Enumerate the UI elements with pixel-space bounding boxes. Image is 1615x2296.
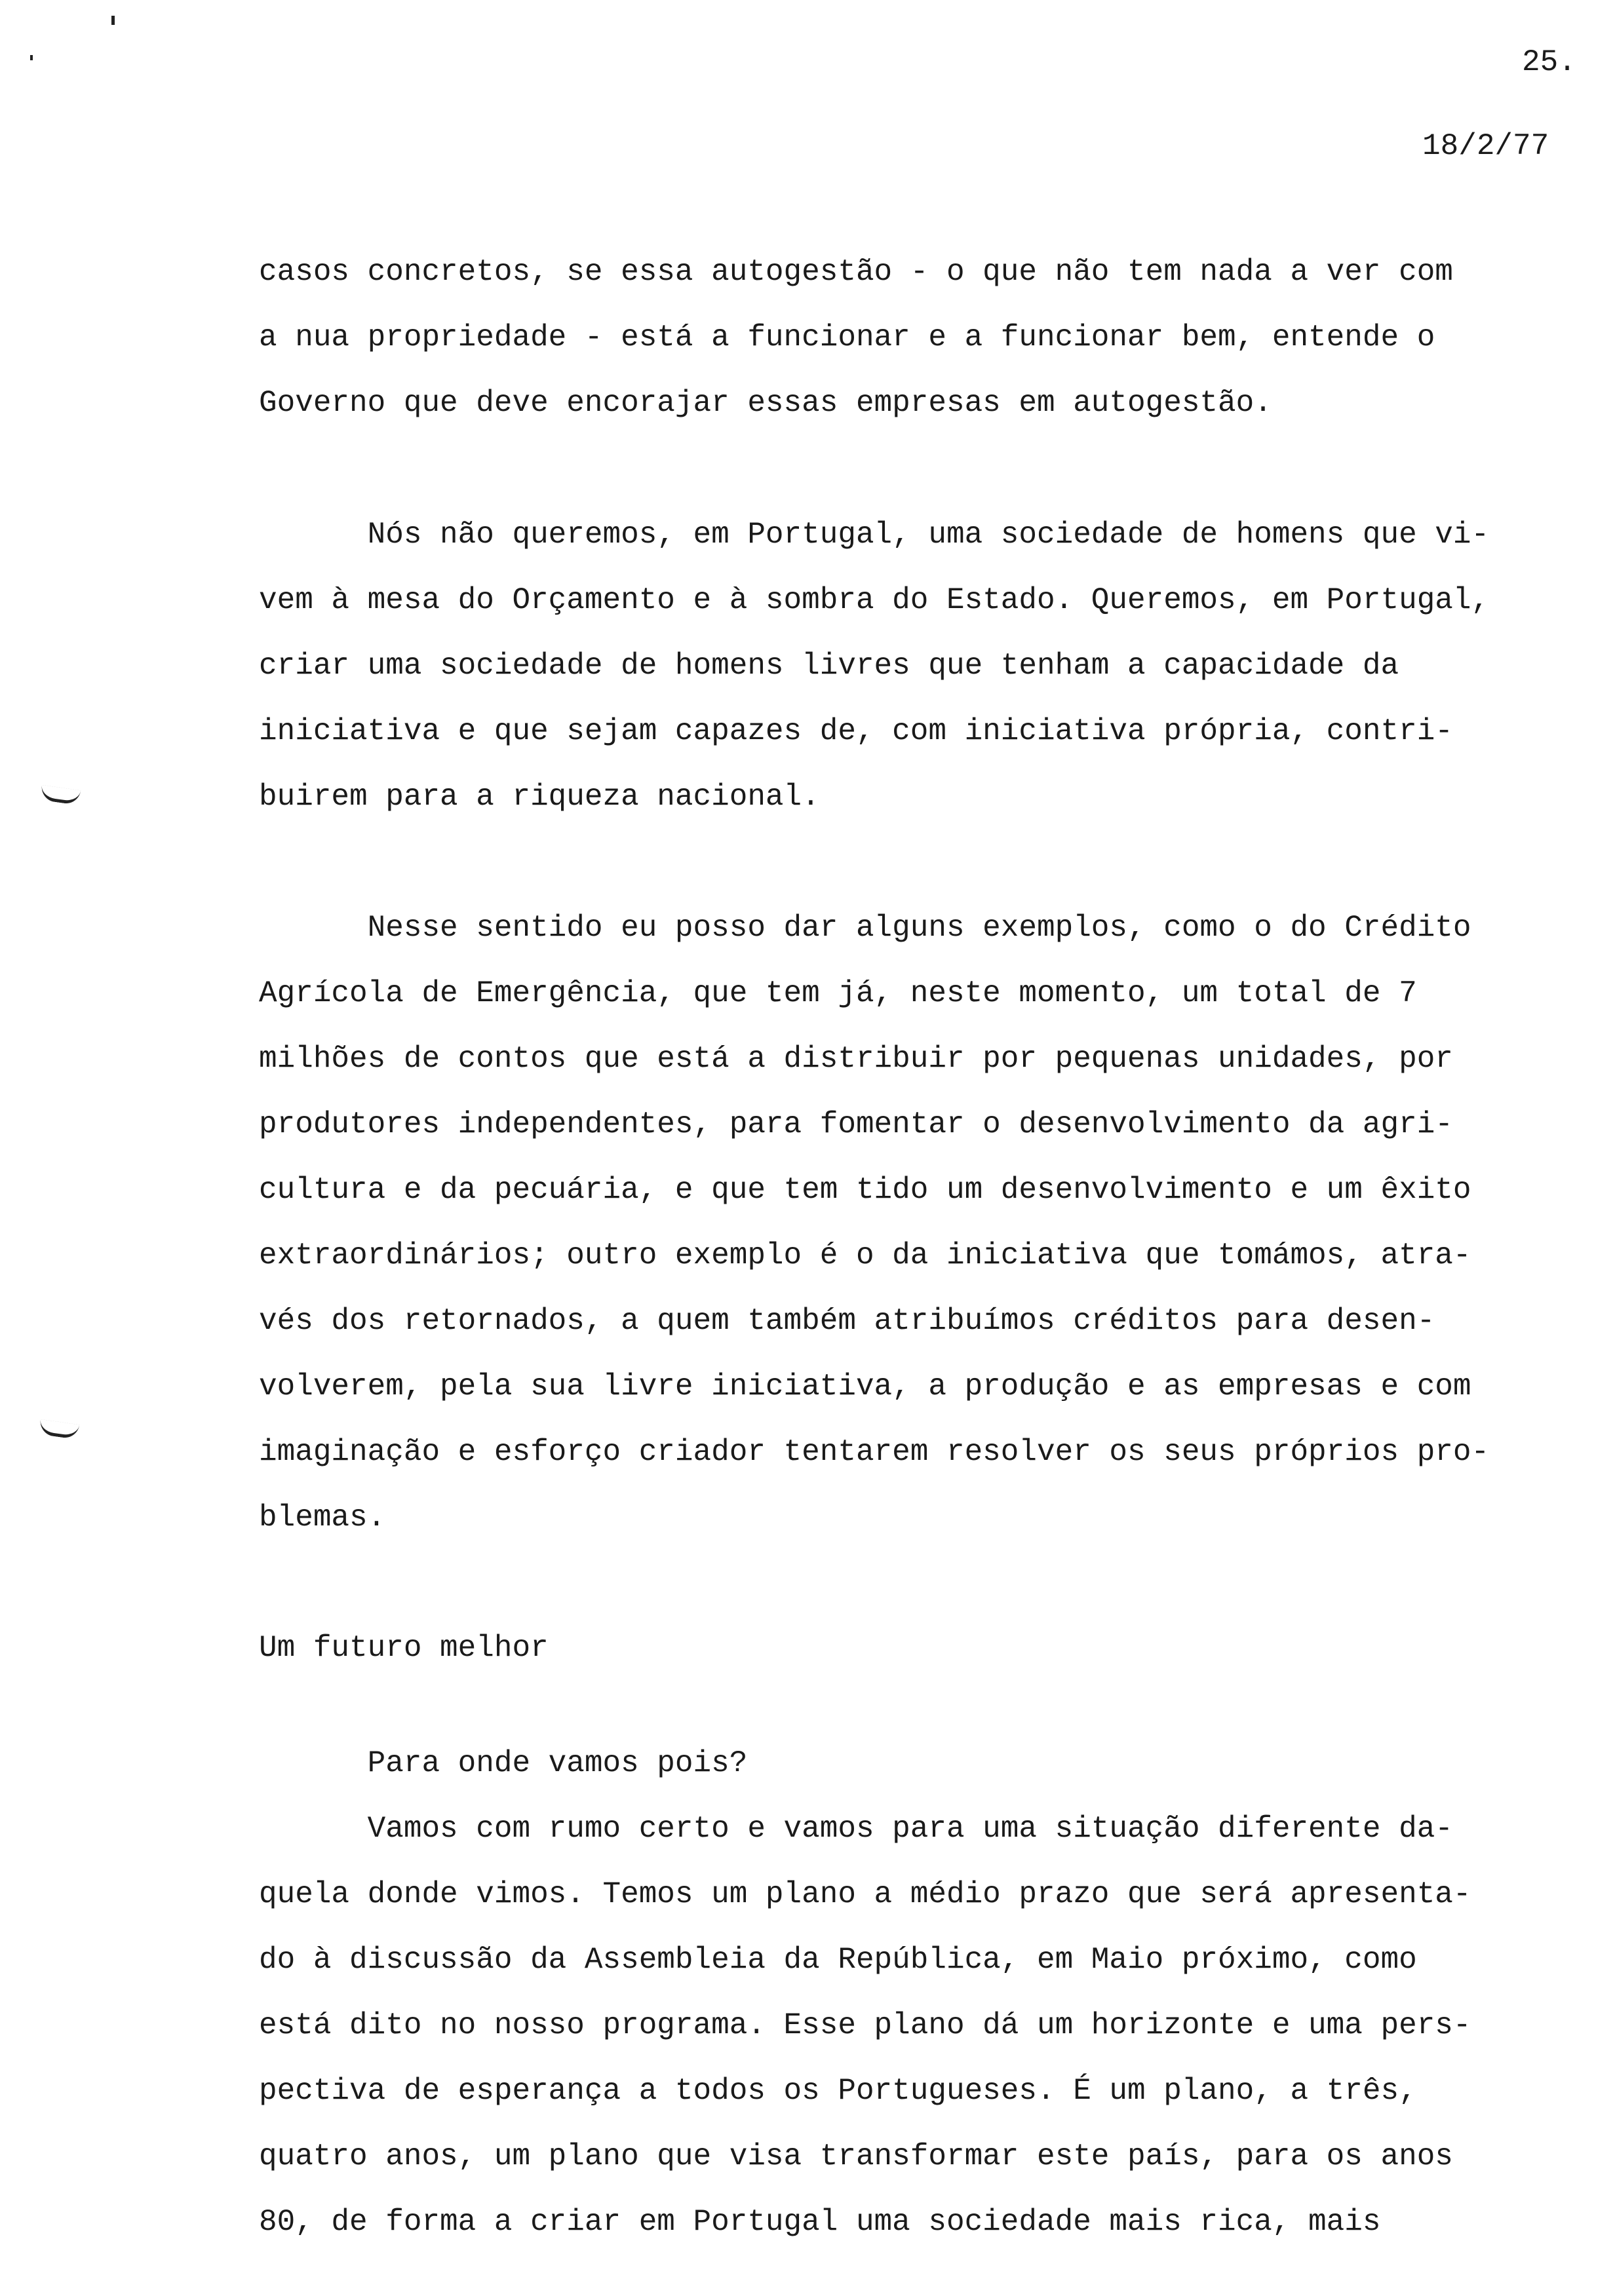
punch-hole-mark — [39, 1419, 80, 1440]
text-line: quela donde vimos. Temos um plano a médio prazo que será apresenta- — [259, 1877, 1471, 1911]
scan-speck — [30, 55, 33, 60]
text-line: a nua propriedade - está a funcionar e a funcionar bem, entende o — [259, 320, 1435, 354]
text-line: quatro anos, um plano que visa transformar este país, para os anos — [259, 2139, 1453, 2173]
text-line: está dito no nosso programa. Esse plano dá um horizonte e uma pers- — [259, 2008, 1471, 2042]
text-line: Nós não queremos, em Portugal, uma sociedade de homens que vi- — [259, 518, 1490, 552]
text-line: extraordinários; outro exemplo é o da iniciativa que tomámos, atra- — [259, 1238, 1471, 1272]
paragraph-sociedade — [259, 502, 1603, 830]
text-line: milhões de contos que está a distribuir por pequenas unidades, por — [259, 1042, 1453, 1076]
text-line: Agrícola de Emergência, que tem já, neste momento, um total de 7 — [259, 976, 1417, 1010]
scan-speck — [111, 16, 115, 25]
text-line: imaginação e esforço criador tentarem resolver os seus próprios pro- — [259, 1435, 1490, 1469]
section-heading-text: Um futuro melhor — [259, 1631, 549, 1665]
text-line: Vamos com rumo certo e vamos para uma situação diferente da- — [259, 1812, 1453, 1846]
paragraph-autogestao — [259, 239, 1603, 436]
text-line: 80, de forma a criar em Portugal uma sociedade mais rica, mais — [259, 2205, 1381, 2239]
text-line: blemas. — [259, 1501, 386, 1535]
text-line: Governo que deve encorajar essas empresas em autogestão. — [259, 386, 1272, 420]
text-line: do à discussão da Assembleia da República, em Maio próximo, como — [259, 1943, 1417, 1977]
punch-hole-mark — [40, 785, 81, 805]
text-line: vés dos retornados, a quem também atribuímos créditos para desen- — [259, 1304, 1435, 1338]
section-heading — [259, 1615, 1603, 1681]
text-line: produtores independentes, para fomentar o desenvolvimento da agri- — [259, 1107, 1453, 1141]
text-line: iniciativa e que sejam capazes de, com iniciativa própria, contri- — [259, 714, 1453, 748]
text-line: pectiva de esperança a todos os Portugueses. É um plano, a três, — [259, 2074, 1417, 2108]
paragraph-plano — [259, 1796, 1603, 2255]
text-line: cultura e da pecuária, e que tem tido um desenvolvimento e um êxito — [259, 1173, 1471, 1207]
question-line — [259, 1731, 1603, 1796]
text-line: Nesse sentido eu posso dar alguns exemplos, como o do Crédito — [259, 911, 1471, 945]
page-number: 25. — [1522, 45, 1576, 79]
text-line: criar uma sociedade de homens livres que tenham a capacidade da — [259, 649, 1399, 683]
text-line: Para onde vamos pois? — [259, 1746, 748, 1780]
paragraph-exemplos — [259, 895, 1603, 1550]
text-line: casos concretos, se essa autogestão - o que não tem nada a ver com — [259, 255, 1453, 289]
text-line: volverem, pela sua livre iniciativa, a produção e as empresas e com — [259, 1369, 1471, 1404]
document-date: 18/2/77 — [1422, 129, 1549, 163]
text-line: buirem para a riqueza nacional. — [259, 780, 820, 814]
text-line: vem à mesa do Orçamento e à sombra do Estado. Queremos, em Portugal, — [259, 583, 1490, 617]
